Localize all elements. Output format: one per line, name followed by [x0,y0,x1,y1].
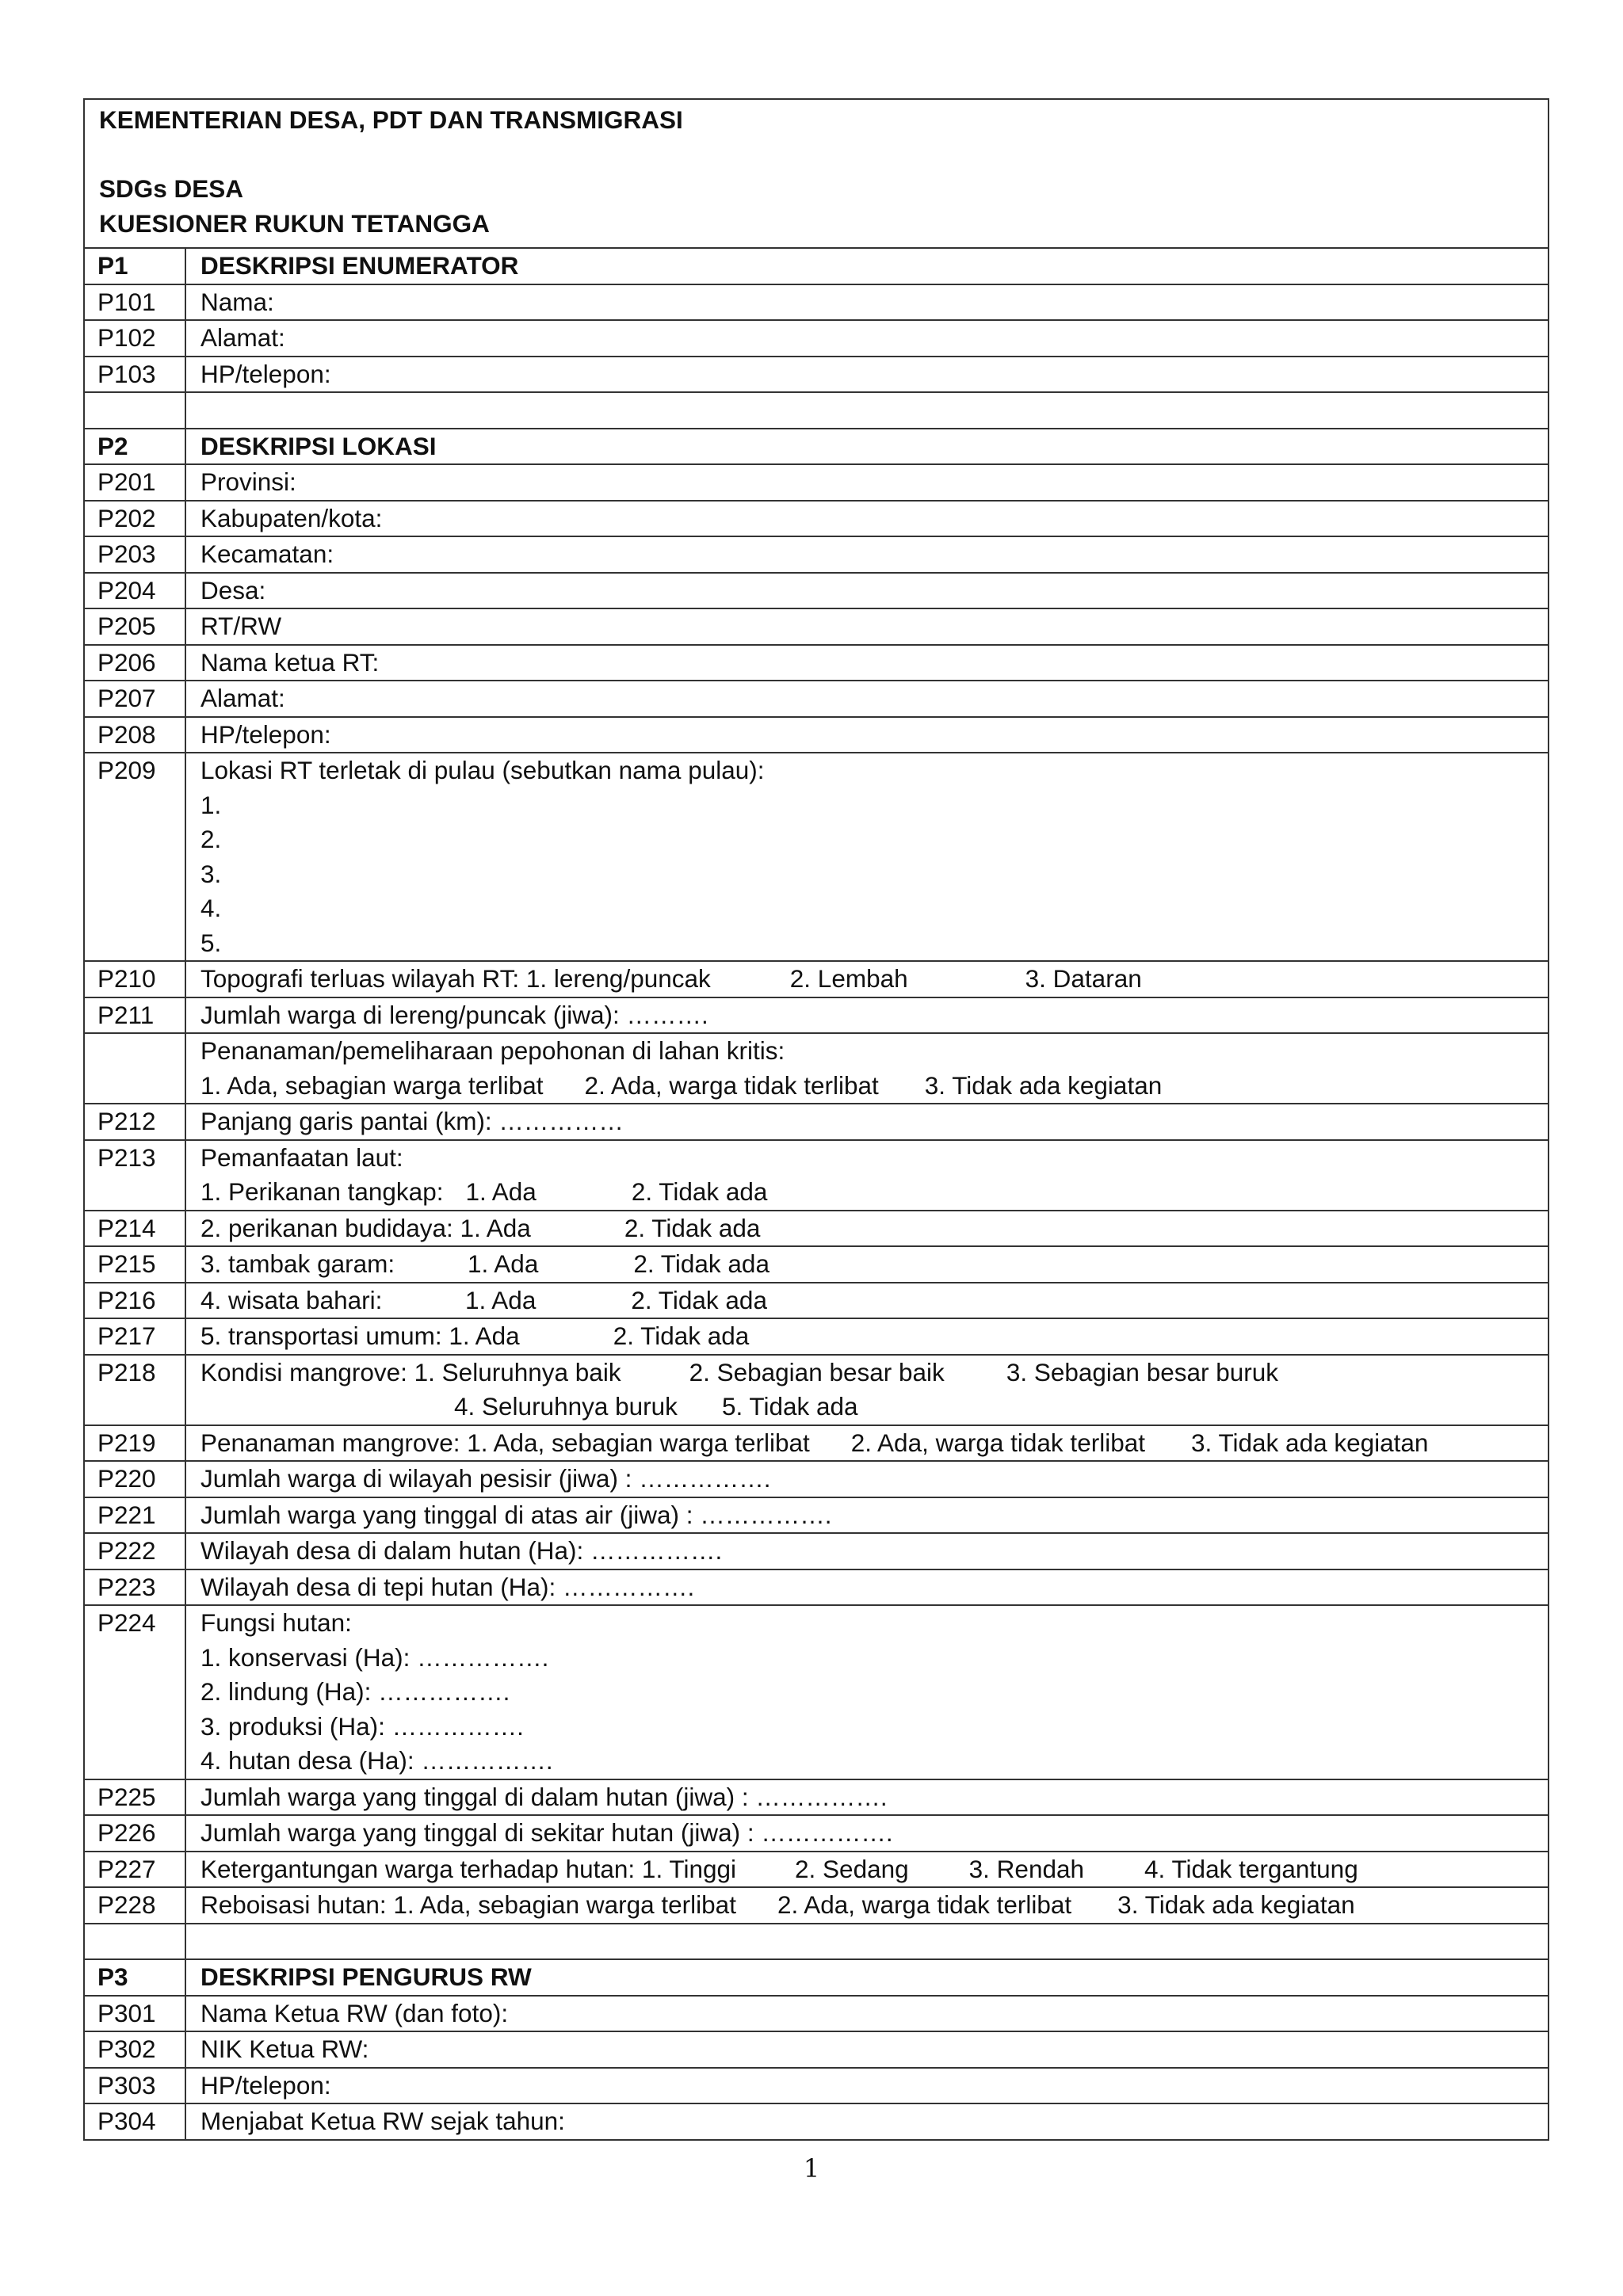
forest-item: 1. konservasi (Ha): ……………. [200,1642,549,1672]
row-content [185,1605,1549,1779]
row-code: P210 [84,961,185,997]
row-label: Wilayah desa di tepi hutan (Ha): ……………. [185,1569,1549,1606]
row-code: P205 [84,608,185,645]
header-cell [84,99,1549,248]
option: 2. Tidak ada [613,1322,750,1350]
section-code: P3 [84,1959,185,1996]
row-label: Penanaman/pemeliharaan pepohonan di lahan kritis: [200,1036,785,1065]
row-content [185,1033,1549,1104]
table-row [84,284,1549,321]
option: 2. Tidak ada [624,1213,761,1242]
row-sublabel: Penanaman mangrove: 1. Ada, sebagian warga terlibat [200,1428,810,1457]
option: 2. Lembah [789,964,908,993]
row-content [185,1852,1549,1888]
option: 3. Tidak ada kegiatan [924,1070,1163,1100]
row-label: Alamat: [185,681,1549,717]
row-code: P206 [84,645,185,681]
row-code: P221 [84,1497,185,1534]
row-label: Alamat: [185,320,1549,357]
row-content [185,961,1549,997]
island-item: 5. [200,928,222,957]
row-content [185,1425,1549,1462]
row-code: P216 [84,1283,185,1319]
row-label: HP/telepon: [185,2068,1549,2104]
option: 3. Dataran [1025,964,1142,993]
row-code: P101 [84,284,185,321]
section-title: DESKRIPSI PENGURUS RW [185,1959,1549,1996]
row-label: Nama Ketua RW (dan foto): [185,1996,1549,2032]
row-code: P220 [84,1461,185,1497]
option: 2. Tidak ada [631,1177,768,1206]
row-code: P208 [84,717,185,753]
table-row-p218 [84,1355,1549,1425]
row-label: HP/telepon: [185,357,1549,393]
table-row [84,1815,1549,1852]
table-row [84,2031,1549,2068]
row-label: HP/telepon: [185,717,1549,753]
spacer-row [84,392,1549,429]
table-row-p211 [84,997,1549,1034]
option: 1. Ada, sebagian warga terlibat [200,1070,544,1100]
row-label: Desa: [185,573,1549,609]
row-content [185,753,1549,961]
row-code: P223 [84,1569,185,1606]
row-sublabel: 3. tambak garam: [200,1249,395,1278]
table-row-p212 [84,1104,1549,1140]
row-sublabel: 5. transportasi umum: 1. Ada [200,1322,520,1350]
row-label: Panjang garis pantai (km): …………… [185,1104,1549,1140]
row-content [185,1318,1549,1355]
row-label: Menjabat Ketua RW sejak tahun: [185,2103,1549,2140]
option: 3. Rendah [968,1854,1085,1883]
option: 2. Tidak ada [631,1285,767,1314]
section-title: DESKRIPSI ENUMERATOR [185,248,1549,284]
table-row [84,1461,1549,1497]
table-row [84,2068,1549,2104]
table-row [84,464,1549,501]
row-label: Kabupaten/kota: [185,501,1549,537]
row-label: Jumlah warga yang tinggal di sekitar hutan (jiwa) : ……………. [185,1815,1549,1852]
page-number: 1 [803,2153,820,2183]
row-sublabel: 4. wisata bahari: [200,1285,383,1314]
table-row [84,2103,1549,2140]
table-row-p224 [84,1605,1549,1779]
island-item: 1. [200,790,222,819]
option: 3. Tidak ada kegiatan [1117,1890,1355,1919]
table-row [84,536,1549,573]
option: 1. Ada [465,1285,537,1314]
row-code: P304 [84,2103,185,2140]
row-label: RT/RW [185,608,1549,645]
option: 3. Sebagian besar buruk [1006,1357,1279,1386]
row-code: P203 [84,536,185,573]
table-row-p216 [84,1283,1549,1319]
row-code: P301 [84,1996,185,2032]
header-row [84,99,1549,248]
table-row [84,1779,1549,1816]
form-title: KUESIONER RUKUN TETANGGA [99,208,490,238]
row-code: P212 [84,1104,185,1140]
section-header-p3 [84,1959,1549,1996]
option: 4. Seluruhnya buruk [454,1392,678,1421]
table-row [84,645,1549,681]
island-item: 3. [200,859,222,888]
option: 5. Tidak ada [721,1392,858,1421]
row-code: P214 [84,1211,185,1247]
table-row [84,1533,1549,1569]
row-content [185,1283,1549,1319]
row-sublabel: 1. Perikanan tangkap: [200,1177,444,1206]
table-row-p209 [84,753,1549,961]
row-label: NIK Ketua RW: [185,2031,1549,2068]
option: 2. Tidak ada [633,1249,769,1278]
row-code: P222 [84,1533,185,1569]
spacer-row [84,1924,1549,1960]
row-code: P204 [84,573,185,609]
table-row [84,1569,1549,1606]
row-content [185,1140,1549,1211]
row-content [185,1355,1549,1425]
row-content [185,1246,1549,1283]
row-code: P211 [84,997,185,1034]
island-item: 2. [200,825,222,853]
section-code: P1 [84,248,185,284]
table-row-p228 [84,1887,1549,1924]
table-row [84,501,1549,537]
row-label: Nama: [185,284,1549,321]
row-label: Jumlah warga di wilayah pesisir (jiwa) : ……………. [185,1461,1549,1497]
row-label: Jumlah warga yang tinggal di atas air (jiwa) : ……………. [185,1497,1549,1534]
row-label: Wilayah desa di dalam hutan (Ha): ……………. [185,1533,1549,1569]
row-code: P102 [84,320,185,357]
option: 4. Tidak tergantung [1144,1854,1358,1883]
table-row [84,717,1549,753]
table-row-p214 [84,1211,1549,1247]
option: 2. Sebagian besar baik [689,1357,945,1386]
option: 1. Ada [468,1249,539,1278]
row-code: P207 [84,681,185,717]
row-label: Kecamatan: [185,536,1549,573]
table-row-p213 [84,1140,1549,1211]
option: 2. Ada, warga tidak terlibat [850,1428,1145,1457]
ministry-name: KEMENTERIAN DESA, PDT DAN TRANSMIGRASI [99,105,683,134]
row-label: Jumlah warga di lereng/puncak (jiwa): ………. [185,997,1549,1034]
section-code: P2 [84,429,185,465]
row-code: P103 [84,357,185,393]
table-row [84,1497,1549,1534]
forest-item: 4. hutan desa (Ha): ……………. [200,1746,553,1775]
row-content [185,1887,1549,1924]
row-label: Lokasi RT terletak di pulau (sebutkan nama pulau): [200,756,765,784]
row-sublabel: Ketergantungan warga terhadap hutan: 1. Tinggi [200,1854,737,1883]
row-code: P215 [84,1246,185,1283]
row-label: Pemanfaatan laut: [200,1142,403,1172]
table-row [84,357,1549,393]
row-label: Jumlah warga yang tinggal di dalam hutan (jiwa) : ……………. [185,1779,1549,1816]
row-code: P209 [84,753,185,961]
row-code: P213 [84,1140,185,1211]
option: 2. Ada, warga tidak terlibat [584,1070,879,1100]
table-row [84,681,1549,717]
row-sublabel: Kondisi mangrove: 1. Seluruhnya baik [200,1357,621,1386]
table-row-p210 [84,961,1549,997]
row-label: Topografi terluas wilayah RT: 1. lereng/puncak [200,964,711,993]
table-row-p217 [84,1318,1549,1355]
table-row-p219 [84,1425,1549,1462]
section-header-p2 [84,429,1549,465]
row-sublabel: 2. perikanan budidaya: 1. Ada [200,1213,531,1242]
row-code: P224 [84,1605,185,1779]
table-row-p215 [84,1246,1549,1283]
table-row-p227 [84,1852,1549,1888]
table-row-planting [84,1033,1549,1104]
option: 3. Tidak ada kegiatan [1190,1428,1429,1457]
row-code: P302 [84,2031,185,2068]
questionnaire-table [83,98,1549,2141]
table-row [84,320,1549,357]
row-code: P227 [84,1852,185,1888]
row-label: Fungsi hutan: [200,1608,352,1637]
program-name: SDGs DESA [99,174,244,203]
option: 2. Sedang [795,1854,909,1883]
row-code: P226 [84,1815,185,1852]
option: 1. Ada [465,1177,537,1206]
row-code: P218 [84,1355,185,1425]
forest-item: 2. lindung (Ha): ……………. [200,1677,510,1706]
row-code: P228 [84,1887,185,1924]
island-item: 4. [200,894,222,922]
row-code: P303 [84,2068,185,2104]
row-label: Provinsi: [185,464,1549,501]
row-sublabel: Reboisasi hutan: 1. Ada, sebagian warga terlibat [200,1890,736,1919]
row-code: P219 [84,1425,185,1462]
row-code: P202 [84,501,185,537]
row-content [185,1211,1549,1247]
table-row [84,608,1549,645]
table-row [84,573,1549,609]
row-code: P217 [84,1318,185,1355]
row-code: P201 [84,464,185,501]
forest-item: 3. produksi (Ha): ……………. [200,1711,524,1741]
table-row [84,1996,1549,2032]
row-code: P225 [84,1779,185,1816]
section-header-p1 [84,248,1549,284]
section-title: DESKRIPSI LOKASI [185,429,1549,465]
row-label: Nama ketua RT: [185,645,1549,681]
option: 2. Ada, warga tidak terlibat [777,1890,1072,1919]
